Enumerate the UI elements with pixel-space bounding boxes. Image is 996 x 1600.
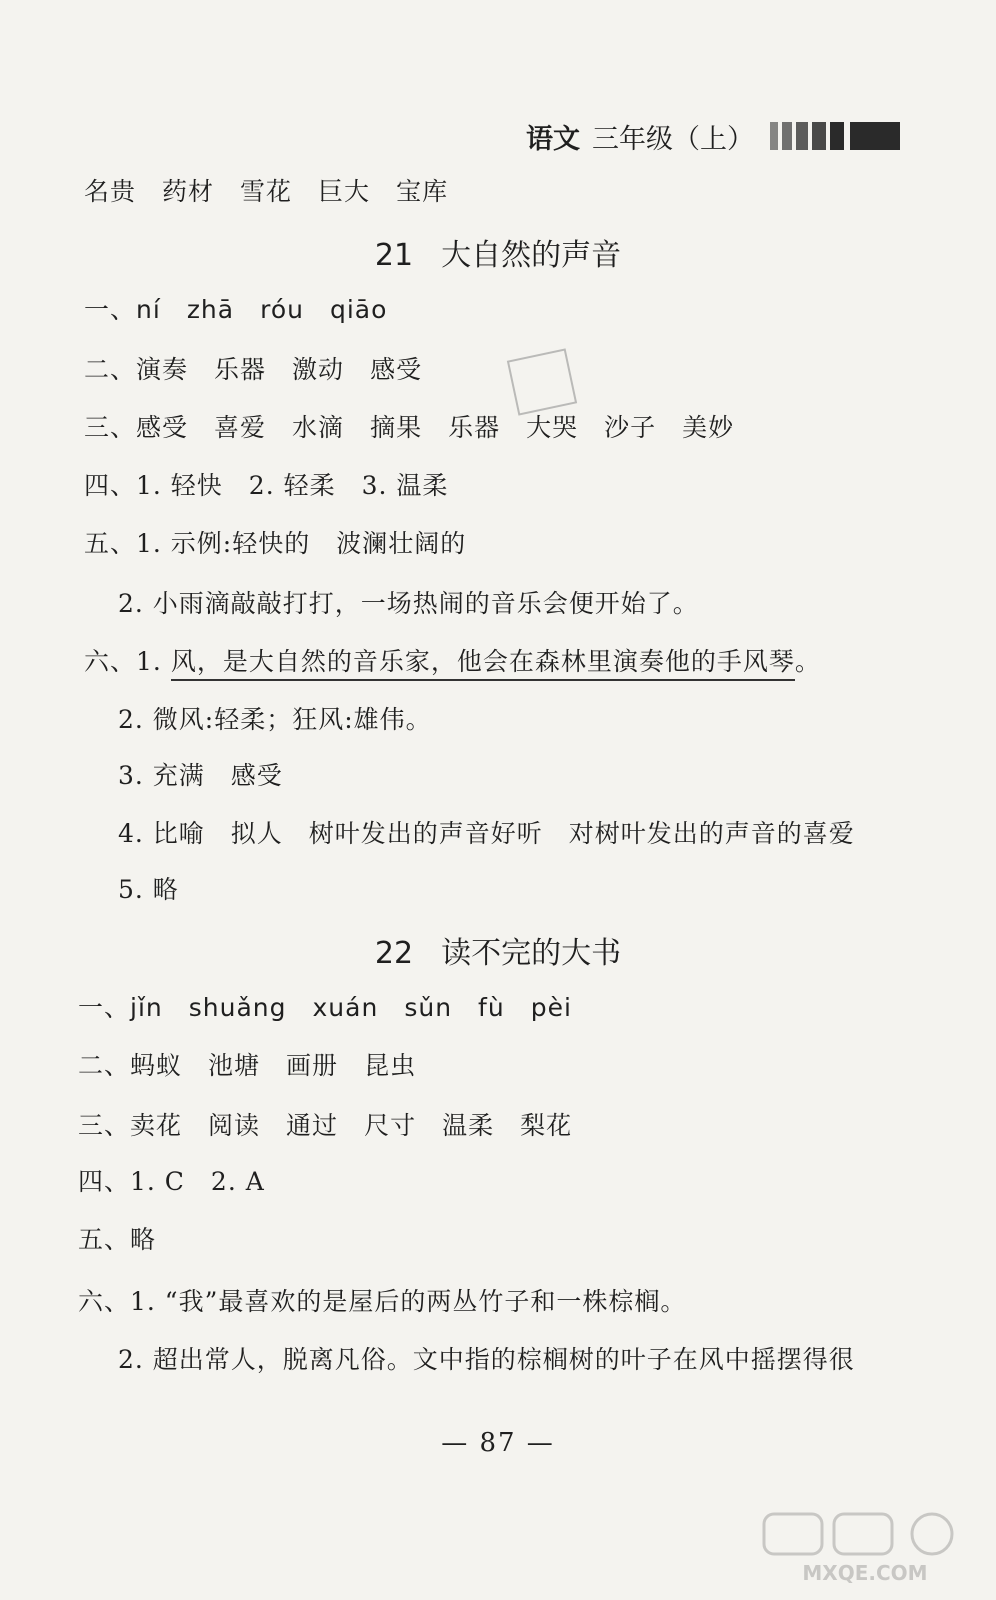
l22-q4: 四、1. C 2. A [78,1167,265,1196]
l21-q6-2: 2. 微风:轻柔；狂风:雄伟。 [118,705,432,734]
l22-q6-2: 2. 超出常人，脱离凡俗。文中指的棕榈树的叶子在风中摇摆得很 [118,1345,855,1374]
l22-q1: 一、jǐn shuǎng xuán sǔn fù pèi [78,993,572,1022]
l22-q3: 三、卖花 阅读 通过 尺寸 温柔 梨花 [78,1111,573,1140]
l22-q5: 五、略 [78,1225,157,1254]
header-grade: 三年级（上） [592,123,754,155]
l21-q6-3: 3. 充满 感受 [118,761,283,790]
l21-q6-4: 4. 比喻 拟人 树叶发出的声音好听 对树叶发出的声音的喜爱 [118,819,855,848]
l21-q5-1: 五、1. 示例:轻快的 波澜壮阔的 [84,529,467,558]
top-words-line: 名贵 药材 雪花 巨大 宝库 [84,177,449,206]
lesson-22-title: 22 读不完的大书 [374,936,622,971]
header-subject: 语文 [526,123,580,155]
l21-q3: 三、感受 喜爱 水滴 摘果 乐器 大哭 沙子 美妙 [84,413,735,442]
watermark-logo-icon [760,1510,970,1586]
watermark-text: MXQE.COM [802,1561,928,1585]
l22-q2: 二、蚂蚁 池塘 画册 昆虫 [78,1051,417,1080]
answer-stamp-icon [507,348,577,415]
l21-q4: 四、1. 轻快 2. 轻柔 3. 温柔 [84,471,449,500]
lesson-21-title: 21 大自然的声音 [374,238,622,273]
l21-q5-2: 2. 小雨滴敲敲打打，一场热闹的音乐会便开始了。 [118,589,699,618]
page-number: — 87 — [441,1428,555,1458]
l21-q2: 二、演奏 乐器 激动 感受 [84,355,423,384]
l21-q1: 一、ní zhā róu qiāo [84,295,388,324]
l21-q6-1: 六、1. 风，是大自然的音乐家，他会在森林里演奏他的手风琴。 [84,642,821,678]
header-decoration-bars [766,122,900,150]
l22-q6-1: 六、1. “我”最喜欢的是屋后的两丛竹子和一株棕榈。 [78,1287,687,1316]
page-header [526,116,900,156]
underlined-answer: 风，是大自然的音乐家，他会在森林里演奏他的手风琴 [171,647,795,681]
l21-q6-5: 5. 略 [118,875,179,904]
